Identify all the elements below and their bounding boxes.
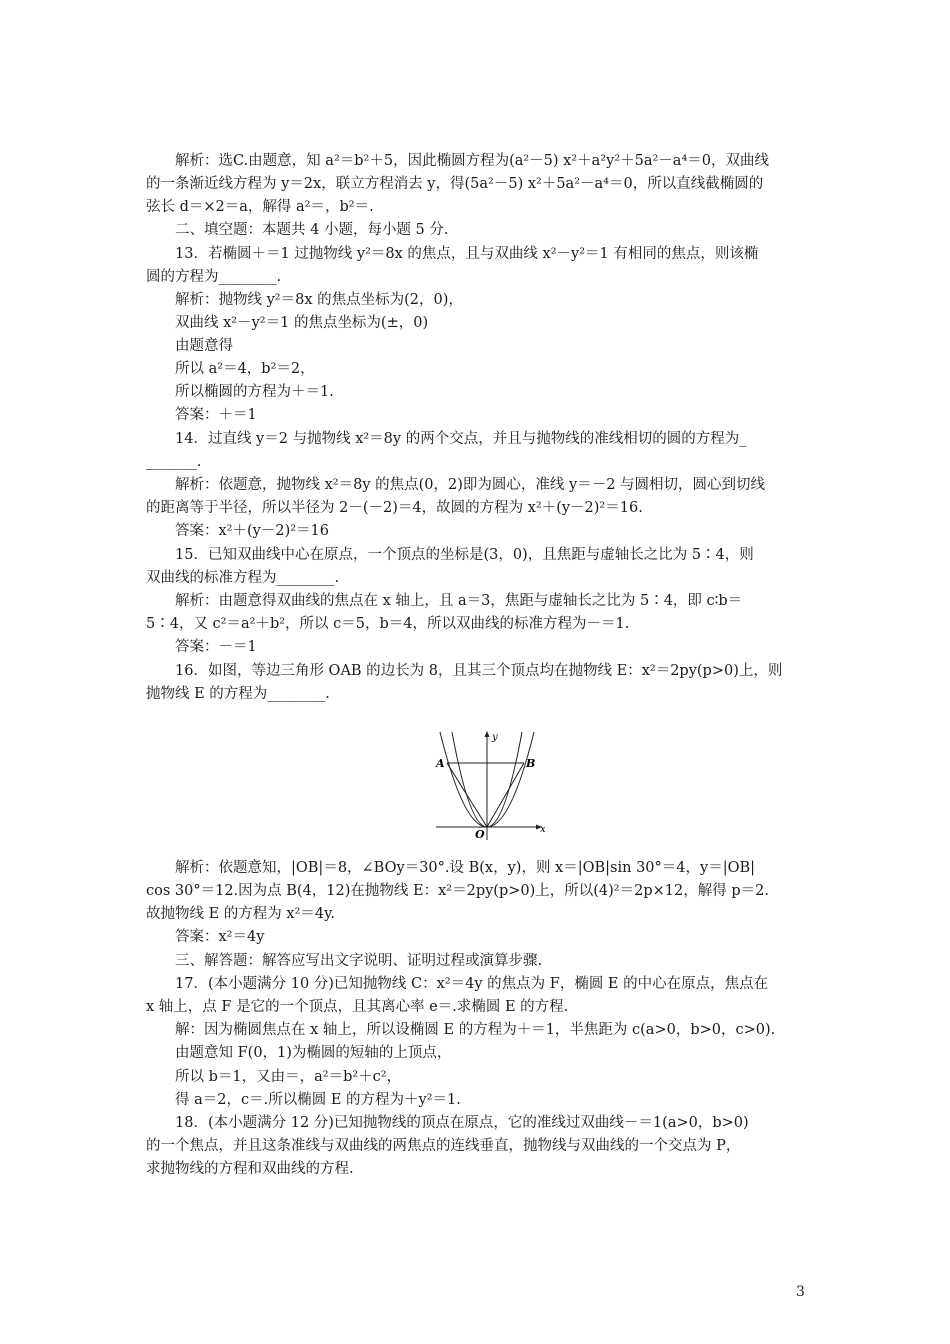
parabola-figure xyxy=(432,728,554,844)
label-x: x xyxy=(540,824,546,835)
text-line: x 轴上，点 F 是它的一个顶点，且其离心率 e＝.求椭圆 E 的方程. xyxy=(146,999,569,1015)
text-line: _______. xyxy=(146,454,202,470)
label-y: y xyxy=(492,732,498,743)
label-o: O xyxy=(475,828,485,841)
text-line: 得 a＝2，c＝.所以椭圆 E 的方程为＋y²＝1. xyxy=(175,1092,461,1108)
text-line: 圆的方程为________. xyxy=(146,269,282,285)
text-line: 抛物线 E 的方程为________. xyxy=(146,686,330,702)
triangle-side-ob xyxy=(487,763,524,827)
text-line: 答案：－＝1 xyxy=(175,639,257,655)
text-line: 求抛物线的方程和双曲线的方程. xyxy=(146,1161,354,1177)
text-line: 答案：x²＋(y－2)²＝16 xyxy=(175,523,329,539)
text-line: 答案：x²＝4y xyxy=(175,929,265,945)
text-line: 解析：抛物线 y²＝8x 的焦点坐标为(2，0)， xyxy=(175,292,463,308)
text-line: 的距离等于半径，所以半径为 2－(－2)＝4，故圆的方程为 x²＋(y－2)²＝16. xyxy=(146,500,643,516)
triangle-side-oa xyxy=(447,763,487,827)
text-line: cos 30°＝12.因为点 B(4，12)在抛物线 E：x²＝2py(p>0)上，所以(4)²＝2p×12，解得 p＝2. xyxy=(146,883,769,899)
text-line: 由题意得 xyxy=(175,338,233,354)
text-line: 15．已知双曲线中心在原点，一个顶点的坐标是(3，0)，且焦距与虚轴长之比为 5∶4，则 xyxy=(175,547,754,563)
text-line: 故抛物线 E 的方程为 x²＝4y. xyxy=(146,906,336,922)
text-line: 17．(本小题满分 10 分)已知抛物线 C：x²＝4y 的焦点为 F，椭圆 E 的中心在原点，焦点在 xyxy=(175,976,769,992)
text-line: 18．(本小题满分 12 分)已知抛物线的顶点在原点，它的准线过双曲线－＝1(a>0，b>0) xyxy=(175,1115,749,1131)
text-line: 解析：由题意得双曲线的焦点在 x 轴上，且 a＝3，焦距与虚轴长之比为 5∶4，即 c∶b＝ xyxy=(175,593,743,609)
text-line: 所以 a²＝4，b²＝2， xyxy=(175,361,315,377)
text-line: 所以 b＝1，又由＝，a²＝b²＋c²， xyxy=(175,1069,402,1085)
page-number: 3 xyxy=(796,1284,805,1300)
text-line: 5∶4，又 c²＝a²＋b²，所以 c＝5，b＝4，所以双曲线的标准方程为－＝1. xyxy=(146,616,630,632)
text-line: 的一条渐近线方程为 y＝2x，联立方程消去 y，得(5a²－5) x²＋5a²－a⁴＝0，所以直线截椭圆的 xyxy=(146,176,764,192)
text-line: 14．过直线 y＝2 与抛物线 x²＝8y 的两个交点，并且与抛物线的准线相切的圆的方程为_ xyxy=(175,431,747,447)
text-line: 13．若椭圆＋＝1 过抛物线 y²＝8x 的焦点，且与双曲线 x²－y²＝1 有相同的焦点，则该椭 xyxy=(175,246,759,262)
text-line: 16．如图，等边三角形 OAB 的边长为 8，且其三个顶点均在抛物线 E：x²＝2py(p>0)上，则 xyxy=(175,663,783,679)
text-line: 双曲线的标准方程为________. xyxy=(146,570,340,586)
text-line: 解析：选C.由题意，知 a²＝b²＋5，因此椭圆方程为(a²－5) x²＋a²y²＋5a²－a⁴＝0，双曲线 xyxy=(175,153,769,169)
text-line: 双曲线 x²－y²＝1 的焦点坐标为(±，0) xyxy=(175,315,429,331)
text-line: 解析：依题意，抛物线 x²＝8y 的焦点(0，2)即为圆心，准线 y＝－2 与圆相切，圆心到切线 xyxy=(175,477,766,493)
text-line: 解析：依题意知，|OB|＝8，∠BOy＝30°.设 B(x，y)，则 x＝|OB|sin 30°＝4，y＝|OB| xyxy=(175,860,756,876)
text-line: 所以椭圆的方程为＋＝1. xyxy=(175,384,334,400)
text-line: 由题意知 F(0，1)为椭圆的短轴的上顶点， xyxy=(175,1045,452,1061)
y-axis-arrow xyxy=(485,731,490,737)
text-line: 答案：＋＝1 xyxy=(175,407,257,423)
label-b: B xyxy=(526,757,536,770)
text-line: 三、解答题：解答应写出文字说明、证明过程或演算步骤. xyxy=(175,953,543,969)
text-line: 弦长 d＝×2＝a，解得 a²＝，b²＝. xyxy=(146,199,374,215)
text-line: 解：因为椭圆焦点在 x 轴上，所以设椭圆 E 的方程为＋＝1，半焦距为 c(a>0，b>0，c>0). xyxy=(175,1022,776,1038)
text-line: 的一个焦点，并且这条准线与双曲线的两焦点的连线垂直，抛物线与双曲线的一个交点为 P， xyxy=(146,1138,741,1154)
text-line: 二、填空题：本题共 4 小题，每小题 5 分. xyxy=(175,222,449,238)
label-a: A xyxy=(436,757,445,770)
